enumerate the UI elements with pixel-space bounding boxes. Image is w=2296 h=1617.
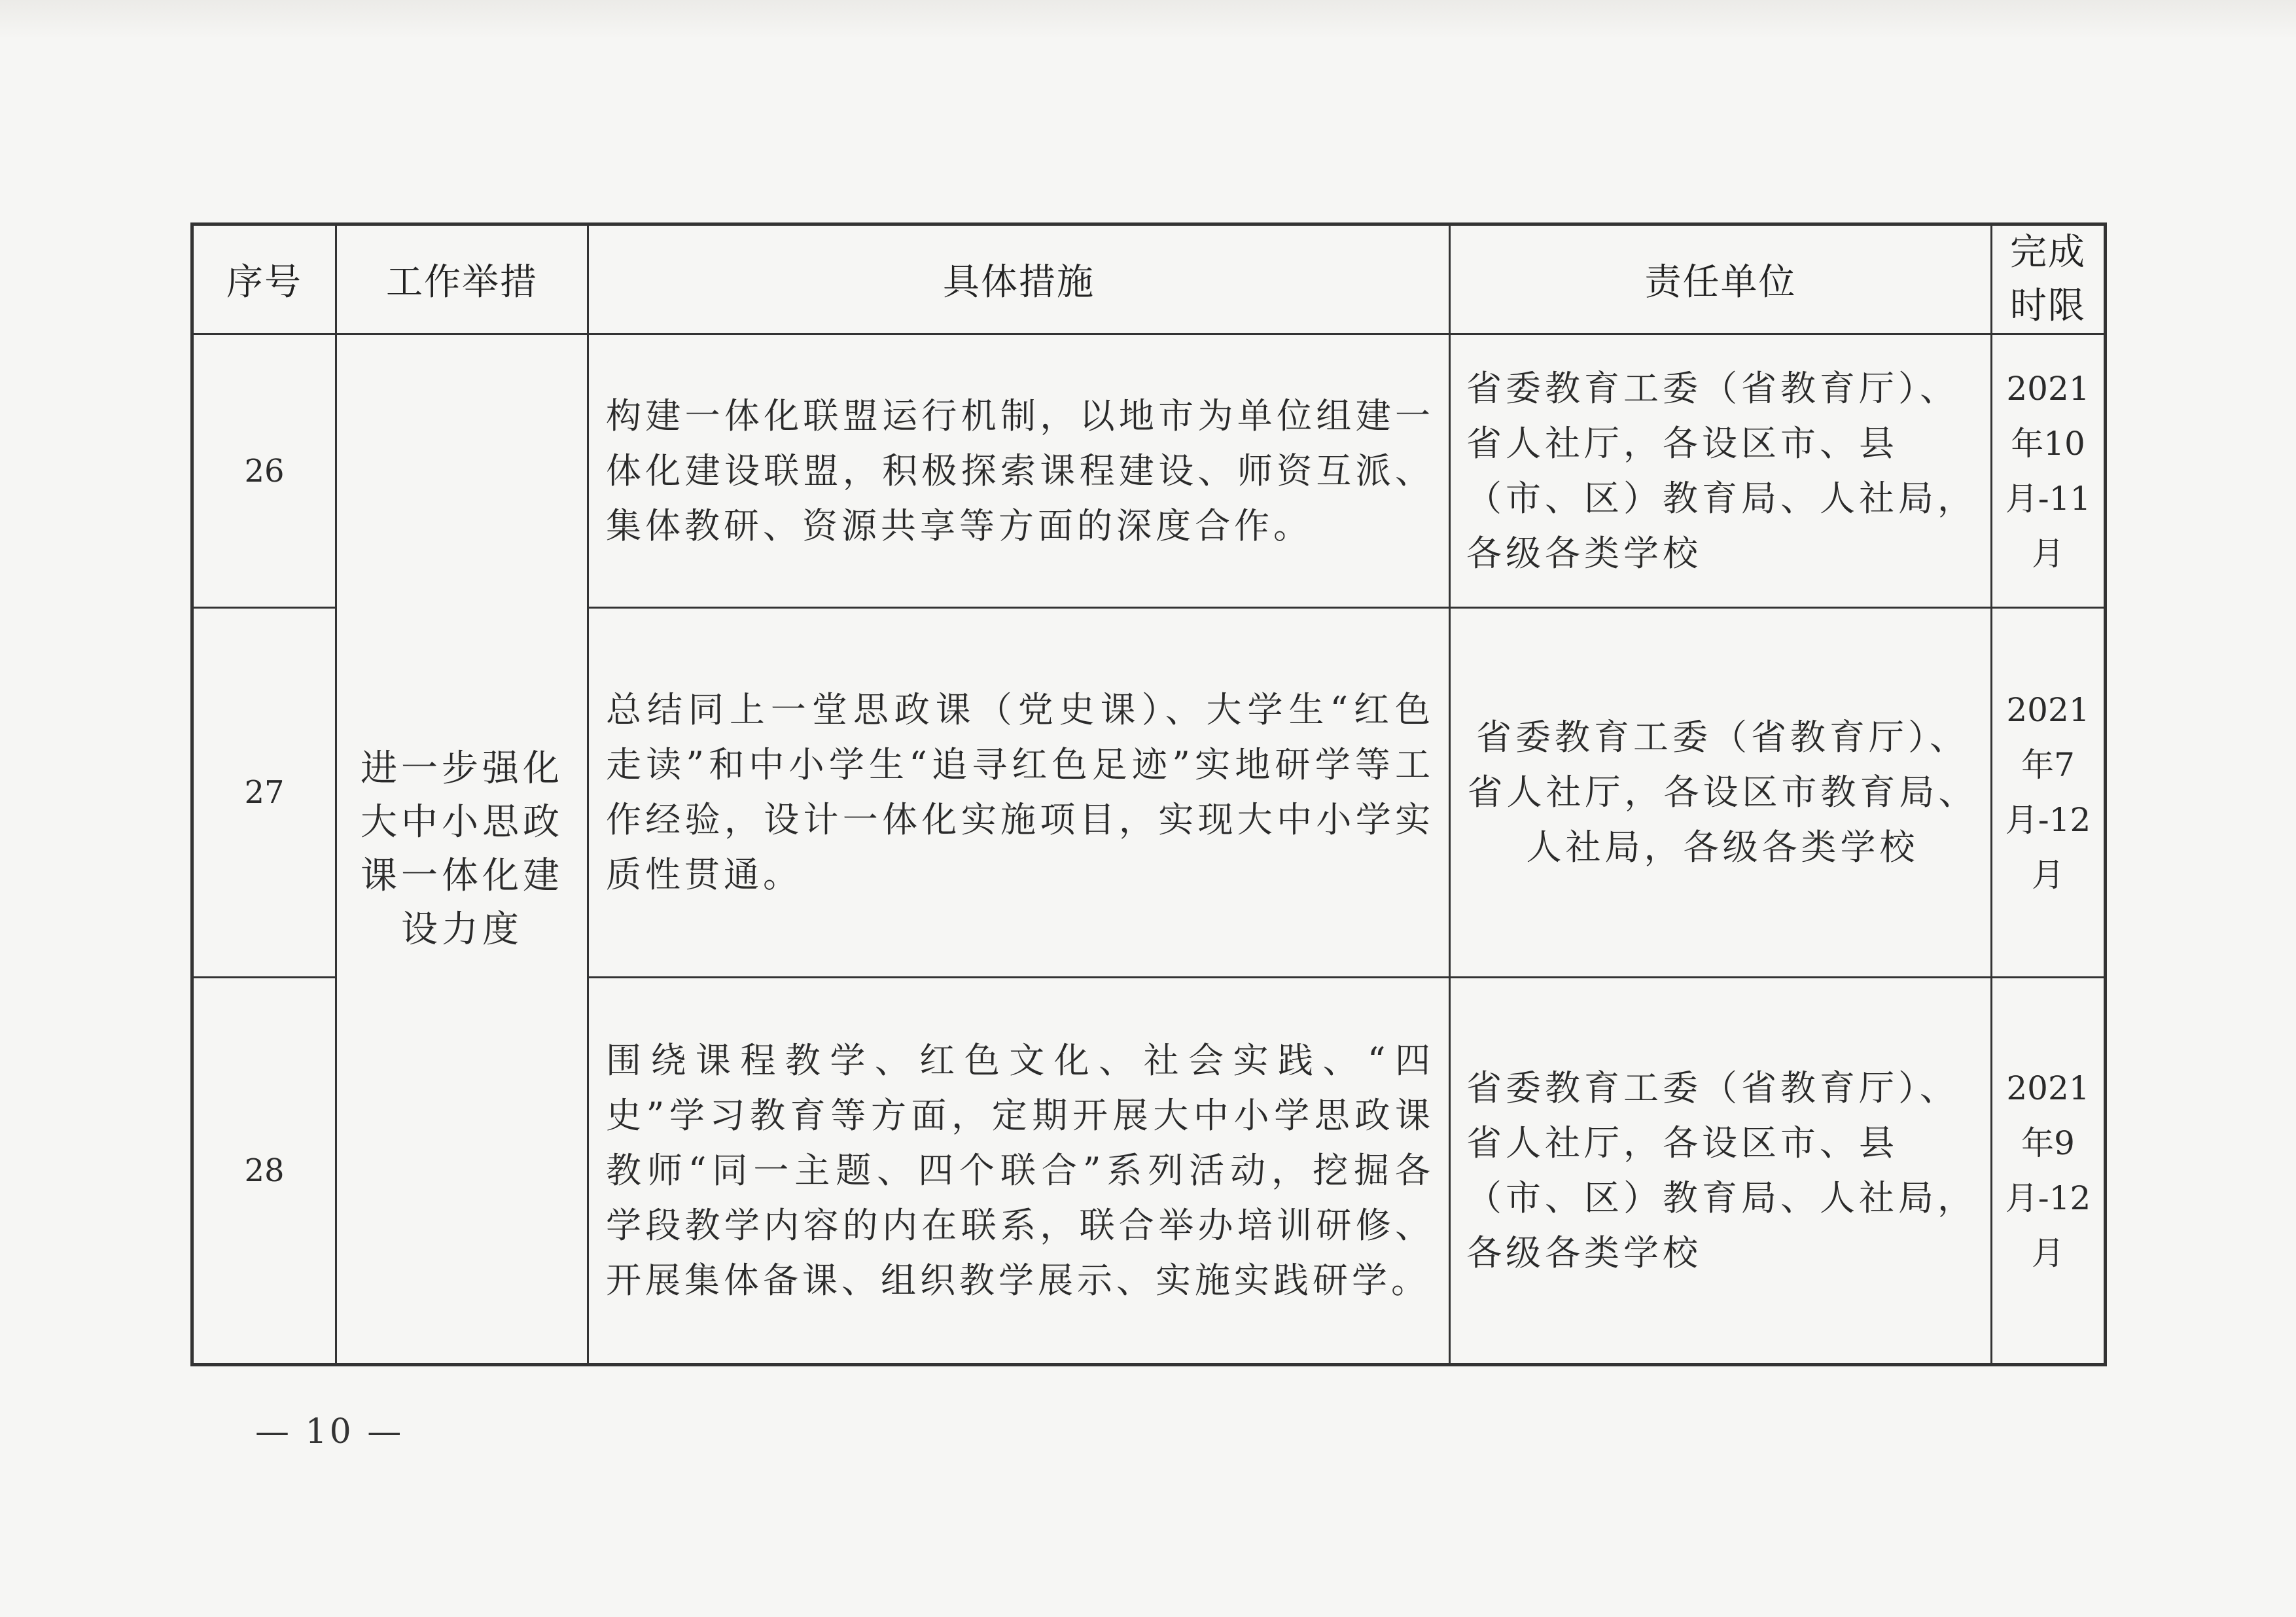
page-scan-edge xyxy=(0,0,2296,39)
header-measure: 具体措施 xyxy=(588,224,1450,334)
measure-cell: 构建一体化联盟运行机制，以地市为单位组建一体化建设联盟，积极探索课程建设、师资互派、集体教研、资源共享等方面的深度合作。 xyxy=(588,334,1450,608)
header-workitem: 工作举措 xyxy=(336,224,588,334)
row-number: 28 xyxy=(192,978,336,1365)
deadline-cell: 2021年9月-12月 xyxy=(1992,978,2106,1365)
responsible-cell: 省委教育工委（省教育厅）、省人社厅，各设区市、县（市、区）教育局、人社局，各级各类学校 xyxy=(1450,334,1992,608)
measure-cell: 总结同上一堂思政课（党史课）、大学生“红色走读”和中小学生“追寻红色足迹”实地研学等工作经验，设计一体化实施项目，实现大中小学实质性贯通。 xyxy=(588,608,1450,978)
header-num: 序号 xyxy=(192,224,336,334)
header-deadline: 完成时限 xyxy=(1992,224,2106,334)
workitem-cell: 进一步强化大中小思政课一体化建设力度 xyxy=(336,334,588,1365)
measure-cell: 围绕课程教学、红色文化、社会实践、“四史”学习教育等方面，定期开展大中小学思政课教师“同一主题、四个联合”系列活动，挖掘各学段教学内容的内在联系，联合举办培训研修、开展集体备课、组织教学展示、实施实践研学。 xyxy=(588,978,1450,1365)
deadline-cell: 2021年7月-12月 xyxy=(1992,608,2106,978)
table-header-row xyxy=(192,224,2106,334)
deadline-cell: 2021年10月-11月 xyxy=(1992,334,2106,608)
responsible-cell: 省委教育工委（省教育厅）、省人社厅，各设区市教育局、人社局，各级各类学校 xyxy=(1450,608,1992,978)
header-responsible: 责任单位 xyxy=(1450,224,1992,334)
row-number: 27 xyxy=(192,608,336,978)
responsible-cell: 省委教育工委（省教育厅）、省人社厅，各设区市、县（市、区）教育局、人社局，各级各类学校 xyxy=(1450,978,1992,1365)
row-number: 26 xyxy=(192,334,336,608)
table-row xyxy=(192,334,2106,608)
page-number: — 10 — xyxy=(255,1412,404,1451)
task-table xyxy=(190,222,2107,1366)
